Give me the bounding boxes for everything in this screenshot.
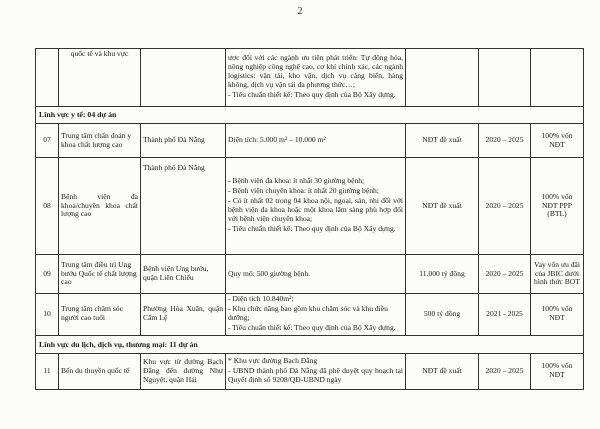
cell-location: Thành phố Đà Nẵng (141, 124, 226, 158)
cell-description: Quy mô: 500 giường bệnh. (226, 255, 406, 294)
cell-period: 2020 – 2025 (479, 353, 531, 389)
cell-no (36, 49, 59, 107)
cell-no: 09 (36, 255, 59, 294)
table-row-continued (36, 49, 584, 107)
cell-capital (406, 49, 479, 107)
cell-project-name: Bến du thuyền quốc tế (59, 353, 141, 389)
cell-location: Bệnh viện Ung bướu, quận Liên Chiểu (141, 255, 226, 294)
cell-description: - Diện tích 10.840m²; - Khu chức năng bao gồm khu chăm sóc và khu điều dưỡng; - Tiêu chuẩn thiết kế: Theo quy định của Bộ Xây dựng. (226, 294, 406, 336)
cell-period: 2021 - 2025 (479, 294, 531, 336)
cell-period (479, 49, 531, 107)
cell-capital: NĐT đề xuất (406, 124, 479, 158)
cell-description: * Khu vực đường Bạch Đằng - UBND thành phố Đà Nẵng đã phê duyệt quy hoạch tại Quyết định số 9208/QĐ-UBND ngày (226, 353, 406, 389)
cell-no: 08 (36, 158, 59, 255)
cell-no: 07 (36, 124, 59, 158)
table-row (36, 158, 584, 255)
section-header-health: Lĩnh vực y tế: 04 dự án (36, 107, 584, 124)
table-row (36, 124, 584, 158)
cell-form: Vay vốn ưu đãi của JBIC dưới hình thức BOT (531, 255, 584, 294)
cell-period: 2020 – 2025 (479, 255, 531, 294)
cell-project-name: Trung tâm điều trị Ung bướu Quốc tế chất lượng cao (59, 255, 141, 294)
cell-location: Khu vực từ đường Bạch Đằng đến đường Như Nguyệt, quận Hải (141, 353, 226, 389)
project-table (35, 48, 584, 390)
cell-capital: 500 tỷ đồng (406, 294, 479, 336)
cell-location (141, 49, 226, 107)
cell-capital: NĐT đề xuất (406, 353, 479, 389)
table-row (36, 255, 584, 294)
cell-form: 100% vốn NĐT (531, 124, 584, 158)
cell-capital: 11.000 tỷ đồng (406, 255, 479, 294)
table-row (36, 294, 584, 336)
cell-capital: NĐT đề xuất (406, 158, 479, 255)
cell-location: Thành phố Đà Nẵng (141, 158, 226, 255)
cell-project-name: Bệnh viện đa khoa/chuyên khoa chất lượng cao (59, 158, 141, 255)
cell-project-name: quốc tế và khu vực (59, 49, 141, 107)
cell-form: 100% vốn NĐT PPP (BTL) (531, 158, 584, 255)
cell-location: Phường Hòa Xuân, quận Cẩm Lệ (141, 294, 226, 336)
cell-form: 100% vốn NĐT (531, 353, 584, 389)
cell-no: 11 (36, 353, 59, 389)
cell-period: 2020 – 2025 (479, 158, 531, 255)
cell-description: ược đối với các ngành ưu tiên phát triển: Tự động hóa, nông nghiệp công nghệ cao, cơ khí chính xác, các ngành logistics: vận tải, kho vận, dịch vụ cảng biển, hàng không, dịch vụ vận tải đa phương thức…; - Tiêu chuẩn thiết kế: Theo quy định của Bộ Xây dựng. (226, 49, 406, 107)
cell-project-name: Trung tâm chẩn đoán y khoa chất lượng cao (59, 124, 141, 158)
section-header-tourism: Lĩnh vực du lịch, dịch vụ, thương mại: 11 dự án (36, 335, 584, 353)
cell-form: 100% vốn NĐT (531, 294, 584, 336)
page-number: 2 (297, 6, 303, 17)
cell-period: 2020 – 2025 (479, 124, 531, 158)
cell-description: Diện tích: 5.000 m² – 10.000 m² (226, 124, 406, 158)
cell-description: - Bệnh viện đa khoa: ít nhất 30 giường bệnh; - Bệnh viện chuyên khoa: ít nhất 20 giường bệnh; - Có ít nhất 02 trong 04 khoa nội, ngoại, sản, nhi đối với bệnh viện đa khoa hoặc một khoa lâm sàng phù hợp đối với bệnh viện chuyên khoa; - Tiêu chuẩn thiết kế: Theo quy định của Bộ Xây dựng. (226, 158, 406, 255)
cell-project-name: Trung tâm chăm sóc người cao tuổi (59, 294, 141, 336)
cell-no: 10 (36, 294, 59, 336)
cell-form (531, 49, 584, 107)
table-row (36, 353, 584, 389)
